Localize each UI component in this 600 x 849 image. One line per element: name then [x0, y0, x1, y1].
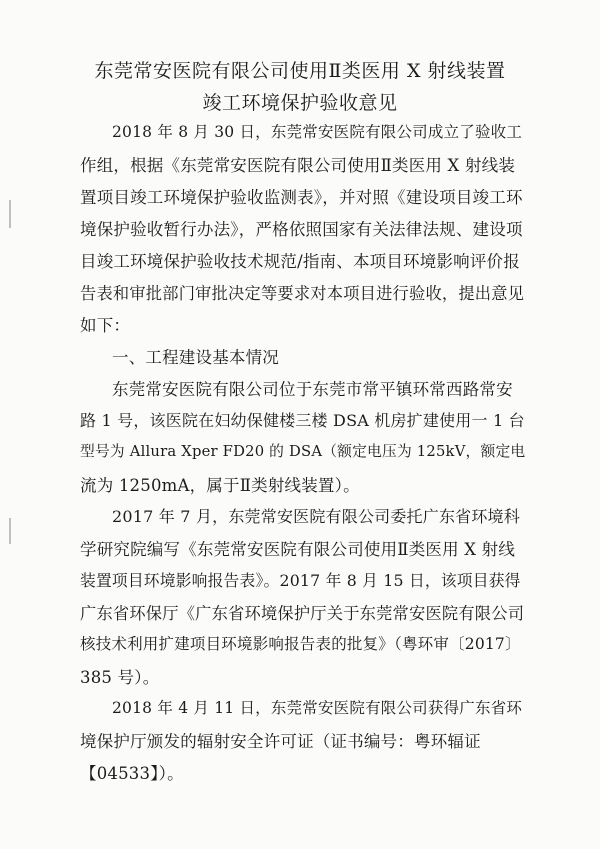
paragraph3-line: 2017 年 7 月，东莞常安医院有限公司委托广东省环境科 [112, 507, 520, 526]
paragraph1-line: 置项目竣工环境保护验收监测表》，并对照《建设项目竣工环 [80, 188, 523, 207]
paragraph3-line: 广东省环保厅《广东省环境保护厅关于东莞常安医院有限公司 [80, 604, 525, 623]
paragraph1-line: 2018 年 8 月 30 日，东莞常安医院有限公司成立了验收工 [112, 123, 523, 141]
paragraph2-line: 型号为 Allura Xper FD20 的 DSA（额定电压为 125kV，额定电 [80, 443, 526, 460]
paragraph3-line: 装置项目环境影响报告表》。2017 年 8 月 15 日，该项目获得 [80, 571, 521, 590]
paragraph4-line: 境保护厅颁发的辐射安全许可证（证书编号：粤环辐证 [80, 732, 481, 751]
section-heading: 一、工程建设基本情况 [112, 348, 279, 367]
paragraph4-line: 2018 年 4 月 11 日，东莞常安医院有限公司获得广东省环 [112, 699, 523, 717]
paragraph2-line: 东莞常安医院有限公司位于东莞市常平镇环常西路常安 [112, 380, 513, 399]
paragraph3-line: 核技术利用扩建项目环境影响报告表的批复》（粤环审〔2017〕 [80, 635, 521, 653]
paragraph1-line: 境保护验收暂行办法》，严格依照国家有关法律法规、建设项 [80, 220, 523, 239]
paragraph1-line: 作组，根据《东莞常安医院有限公司使用Ⅱ类医用 X 射线装 [80, 156, 516, 175]
scan-edge-mark [9, 518, 11, 544]
document-title-line2: 竣工环境保护验收意见 [202, 92, 398, 114]
paragraph1-line: 如下： [80, 316, 131, 335]
paragraph1-line: 告表和审批部门审批决定等要求对本项目进行验收，提出意见 [80, 284, 525, 303]
paragraph2-line: 流为 1250mA，属于Ⅱ类射线装置）。 [80, 476, 360, 495]
paragraph1-line: 目竣工环境保护验收技术规范/指南、本项目环境影响评价报 [80, 252, 520, 271]
paragraph4-line: 【04533】）。 [80, 764, 184, 783]
paragraph2-line: 路 1 号，该医院在妇幼保健楼三楼 DSA 机房扩建使用一 1 台 [80, 411, 525, 430]
scan-edge-mark [9, 200, 11, 228]
document-title-line1: 东莞常安医院有限公司使用Ⅱ类医用 X 射线装置 [94, 60, 506, 82]
paragraph3-line: 385 号）。 [80, 668, 160, 687]
paragraph3-line: 学研究院编写《东莞常安医院有限公司使用Ⅱ类医用 X 射线 [80, 540, 516, 559]
